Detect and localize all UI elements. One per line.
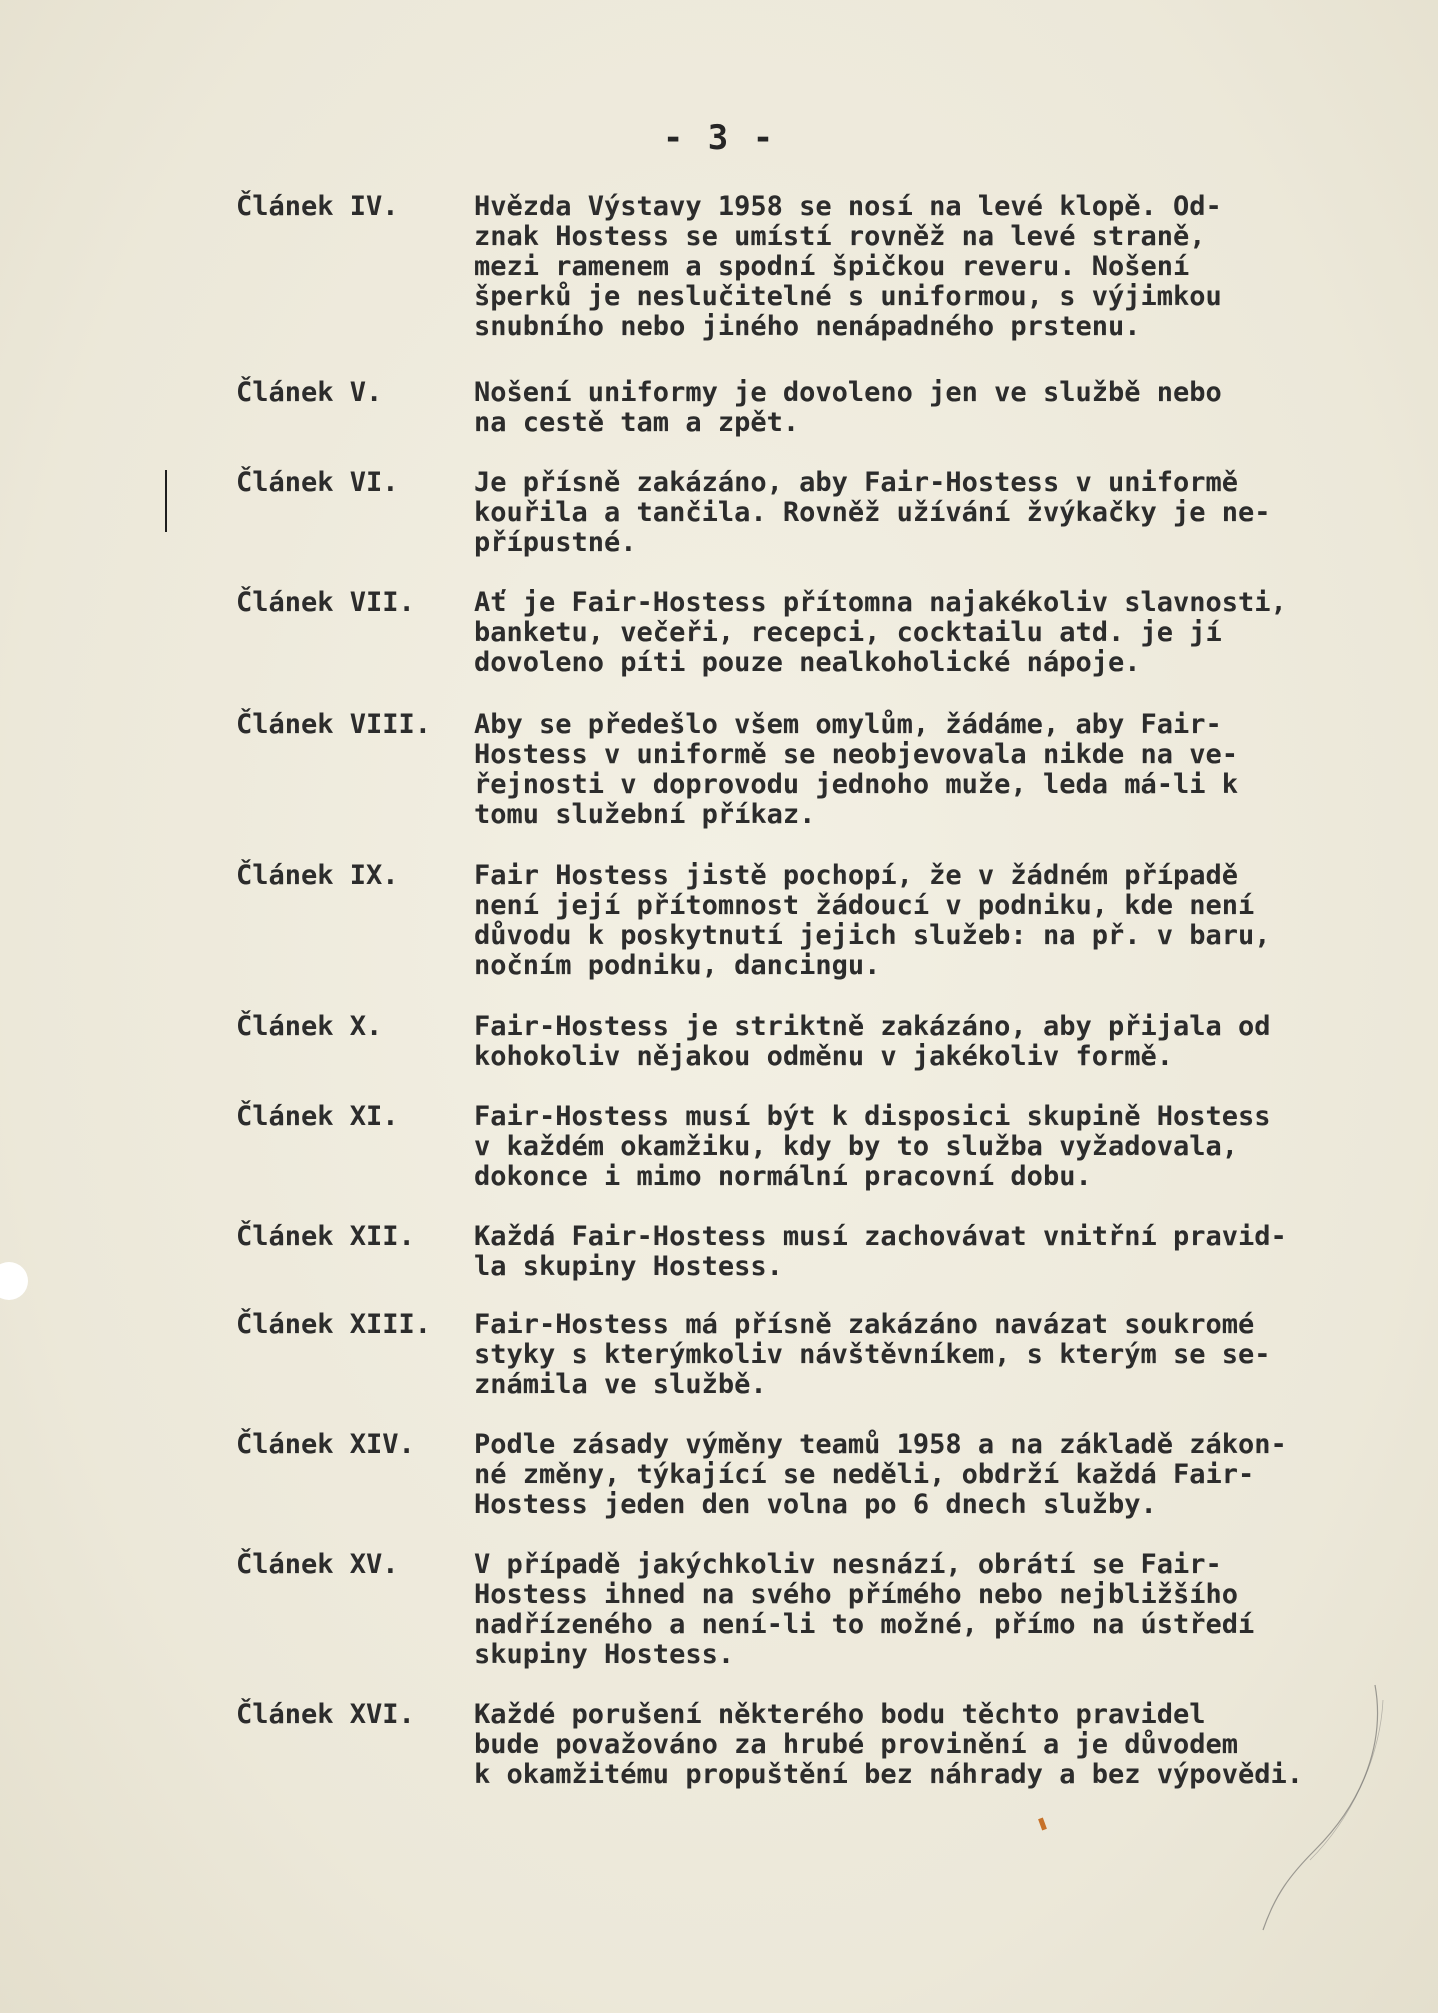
- article-text-line: v každém okamžiku, kdy by to služba vyžadovala,: [474, 1131, 1239, 1162]
- article-text-line: Aby se předešlo všem omylům, žádáme, aby Fair-: [474, 709, 1222, 740]
- article-label: Článek XVI.: [236, 1699, 415, 1730]
- article-text-line: Fair Hostess jistě pochopí, že v žádném případě: [474, 860, 1239, 891]
- article-label: Článek IV.: [236, 191, 399, 222]
- article-text-line: k okamžitému propuštění bez náhrady a bez výpovědi.: [474, 1759, 1304, 1790]
- article-text: [474, 1012, 1404, 1072]
- article-label: Článek VIII.: [236, 709, 432, 740]
- article-text: [474, 1700, 1404, 1790]
- article-text-line: na cestě tam a zpět.: [474, 407, 800, 438]
- paper-speck: [1038, 1818, 1047, 1831]
- article-text-line: nadřízeného a není-li to možné, přímo na ústředí: [474, 1609, 1255, 1640]
- article-text: [474, 1430, 1404, 1520]
- article-label: Článek X.: [236, 1011, 383, 1042]
- article-text-line: V případě jakýchkoliv nesnází, obrátí se Fair-: [474, 1549, 1222, 1580]
- article-text-line: dovoleno píti pouze nealkoholické nápoje.: [474, 647, 1141, 678]
- article-text-line: bude považováno za hrubé provinění a je důvodem: [474, 1729, 1239, 1760]
- margin-mark: [165, 470, 167, 532]
- article-text: [474, 1310, 1404, 1400]
- article-text-line: Hvězda Výstavy 1958 se nosí na levé klopě. Od-: [474, 191, 1222, 222]
- punch-hole: [0, 1262, 28, 1300]
- article-label: Článek VI.: [236, 467, 399, 498]
- article-text-line: banketu, večeři, recepci, cocktailu atd. je jí: [474, 617, 1222, 648]
- article-text-line: Fair-Hostess má přísně zakázáno navázat soukromé: [474, 1309, 1255, 1340]
- article-text-line: kohokoliv nějakou odměnu v jakékoliv formě.: [474, 1041, 1173, 1072]
- article-text-line: známila ve službě.: [474, 1369, 767, 1400]
- article-text: [474, 378, 1404, 438]
- article-text-line: Fair-Hostess musí být k disposici skupině Hostess: [474, 1101, 1271, 1132]
- article-label: Článek XIV.: [236, 1429, 415, 1460]
- article-text-line: la skupiny Hostess.: [474, 1251, 783, 1282]
- article-text-line: Podle zásady výměny teamů 1958 a na základě zákon-: [474, 1429, 1287, 1460]
- article-text-line: Hostess ihned na svého přímého nebo nejbližšího: [474, 1579, 1239, 1610]
- article-text-line: Fair-Hostess je striktně zakázáno, aby přijala od: [474, 1011, 1271, 1042]
- article-text: [474, 1102, 1404, 1192]
- article-label: Článek V.: [236, 377, 383, 408]
- page-number: - 3 -: [662, 118, 776, 158]
- article-text-line: Každá Fair-Hostess musí zachovávat vnitřní pravid-: [474, 1221, 1287, 1252]
- article-text-line: Je přísně zakázáno, aby Fair-Hostess v uniformě: [474, 467, 1239, 498]
- article-label: Článek VII.: [236, 587, 415, 618]
- article-label: Článek XII.: [236, 1221, 415, 1252]
- article-text-line: né změny, týkající se neděli, obdrží každá Fair-: [474, 1459, 1255, 1490]
- article-text-line: nočním podniku, dancingu.: [474, 950, 881, 981]
- article-text-line: dokonce i mimo normální pracovní dobu.: [474, 1161, 1092, 1192]
- article-text: [474, 710, 1404, 830]
- article-text-line: styky s kterýmkoliv návštěvníkem, s kterým se se-: [474, 1339, 1271, 1370]
- article-text-line: důvodu k poskytnutí jejich služeb: na př. v baru,: [474, 920, 1271, 951]
- article-text-line: Hostess v uniformě se neobjevovala nikde na ve-: [474, 739, 1239, 770]
- article-label: Článek XI.: [236, 1101, 399, 1132]
- article-label: Článek XIII.: [236, 1309, 432, 1340]
- article-text-line: tomu služební příkaz.: [474, 799, 816, 830]
- article-text: [474, 468, 1404, 558]
- article-text-line: Hostess jeden den volna po 6 dnech služby.: [474, 1489, 1157, 1520]
- article-text-line: není její přítomnost žádoucí v podniku, kde není: [474, 890, 1255, 921]
- article-text-line: Každé porušení některého bodu těchto pravidel: [474, 1699, 1206, 1730]
- article-text: [474, 192, 1404, 342]
- article-text: [474, 588, 1404, 678]
- article-text-line: Ať je Fair-Hostess přítomna najakékoliv slavnosti,: [474, 587, 1287, 618]
- article-text-line: znak Hostess se umístí rovněž na levé straně,: [474, 221, 1206, 252]
- article-text: [474, 1550, 1404, 1670]
- article-text-line: skupiny Hostess.: [474, 1639, 735, 1670]
- article-label: Článek XV.: [236, 1549, 399, 1580]
- article-text: [474, 1222, 1404, 1282]
- article-text-line: mezi ramenem a spodní špičkou reveru. Nošení: [474, 251, 1190, 282]
- article-text-line: kouřila a tančila. Rovněž užívání žvýkačky je ne-: [474, 497, 1271, 528]
- article-text-line: řejnosti v doprovodu jednoho muže, leda má-li k: [474, 769, 1239, 800]
- article-text-line: snubního nebo jiného nenápadného prstenu.: [474, 311, 1141, 342]
- article-text: [474, 861, 1404, 981]
- article-text-line: Nošení uniformy je dovoleno jen ve službě nebo: [474, 377, 1222, 408]
- article-label: Článek IX.: [236, 860, 399, 891]
- article-text-line: přípustné.: [474, 527, 637, 558]
- article-text-line: šperků je neslučitelné s uniformou, s výjimkou: [474, 281, 1222, 312]
